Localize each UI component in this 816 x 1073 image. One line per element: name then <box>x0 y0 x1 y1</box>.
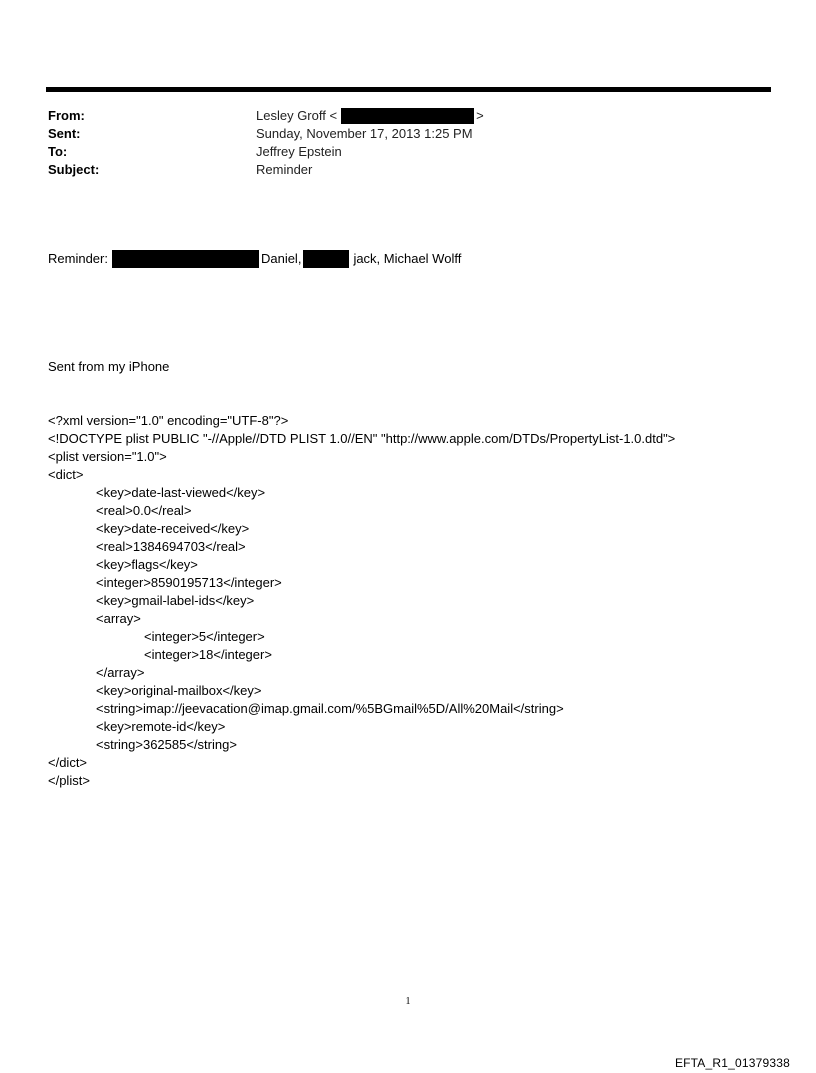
from-value <box>256 107 484 125</box>
plist-line: <dict> <box>48 467 84 482</box>
plist-line: <key>gmail-label-ids</key> <box>96 593 255 608</box>
redaction-bar <box>341 108 474 124</box>
plist-line: <plist version="1.0"> <box>48 449 167 464</box>
plist-line: <integer>8590195713</integer> <box>96 575 282 590</box>
plist-line: <string>362585</string> <box>96 737 237 752</box>
reminder-prefix: Reminder: <box>48 251 108 266</box>
plist-line: <key>original-mailbox</key> <box>96 683 262 698</box>
plist-line: <key>date-last-viewed</key> <box>96 485 266 500</box>
plist-line: <!DOCTYPE plist PUBLIC "-//Apple//DTD PLIST 1.0//EN" "http://www.apple.com/DTDs/PropertyList-1.0.dtd"> <box>48 431 676 446</box>
sent-value: Sunday, November 17, 2013 1:25 PM <box>256 126 473 141</box>
subject-value: Reminder <box>256 162 313 177</box>
plist-line: <?xml version="1.0" encoding="UTF-8"?> <box>48 413 289 428</box>
plist-line: <real>1384694703</real> <box>96 539 246 554</box>
to-value: Jeffrey Epstein <box>256 144 342 159</box>
plist-content <box>48 412 675 790</box>
reminder-line <box>48 250 675 268</box>
redaction-bar <box>303 250 349 268</box>
plist-line: <key>remote-id</key> <box>96 719 226 734</box>
email-bracket-open: < <box>329 108 338 123</box>
plist-line: <array> <box>96 611 141 626</box>
to-label: To: <box>48 144 68 159</box>
plist-line: </array> <box>96 665 145 680</box>
plist-line: <integer>18</integer> <box>144 647 272 662</box>
document-id: EFTA_R1_01379338 <box>674 1056 790 1070</box>
email-bracket-close: > <box>476 108 484 123</box>
spacer <box>48 304 675 322</box>
plist-line: <key>date-received</key> <box>96 521 250 536</box>
plist-line: </dict> <box>48 755 88 770</box>
reminder-tail: jack, Michael Wolff <box>353 251 462 266</box>
subject-label: Subject: <box>48 162 100 177</box>
reminder-name: Daniel, <box>260 251 302 266</box>
email-body <box>48 214 675 808</box>
sent-label: Sent: <box>48 126 81 141</box>
page-number: 1 <box>405 996 411 1007</box>
redaction-bar <box>112 250 259 268</box>
plist-line: <string>imap://jeevacation@imap.gmail.com/%5BGmail%5D/All%20Mail</string> <box>96 701 564 716</box>
header-divider <box>46 87 771 92</box>
plist-line: </plist> <box>48 773 90 788</box>
plist-line: <integer>5</integer> <box>144 629 265 644</box>
from-label: From: <box>48 108 85 123</box>
plist-line: <key>flags</key> <box>96 557 198 572</box>
sender-name: Lesley Groff <box>256 108 326 123</box>
signature-line: Sent from my iPhone <box>48 359 170 374</box>
plist-line: <real>0.0</real> <box>96 503 192 518</box>
